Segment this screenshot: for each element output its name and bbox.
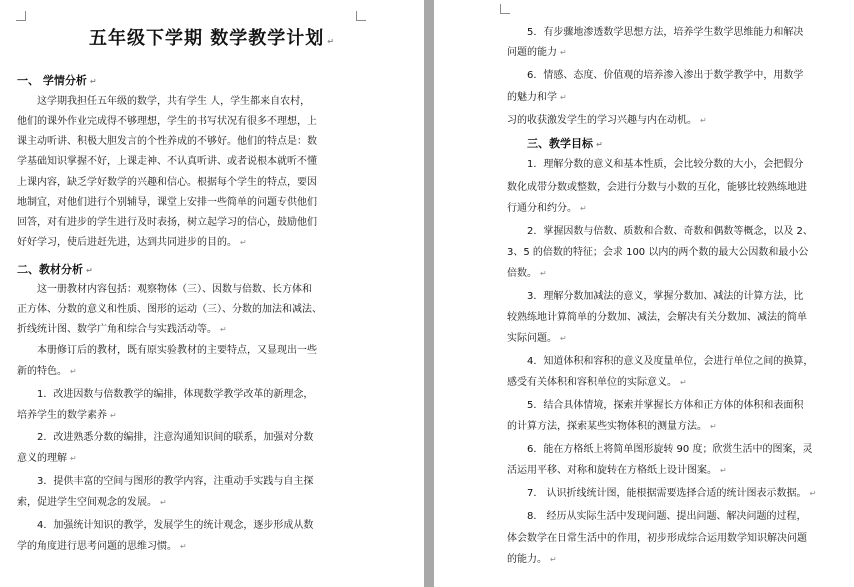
document-page-left[interactable]	[0, 0, 424, 587]
paragraph-mark-icon: ↵	[160, 498, 167, 507]
text-line: 这一册教材内容包括：观察物体（三）、因数与倍数、长方体和	[37, 284, 312, 295]
paragraph-mark-icon: ↵	[809, 489, 817, 498]
paragraph-mark-icon: ↵	[560, 48, 567, 57]
text-line: 地制宜，对他们进行个别辅导，课堂上安排一些简单的问题专供他们	[17, 197, 317, 208]
text-line: 活运用平移、对称和旋转在方格纸上设计图案。 ↵	[507, 465, 727, 476]
text-line: 的魅力和学 ↵	[507, 92, 567, 103]
paragraph-mark-icon: ↵	[110, 411, 117, 420]
paragraph-mark-icon: ↵	[596, 140, 603, 149]
text-line: 倍数。 ↵	[507, 268, 547, 279]
text-line: 8． 经历从实际生活中发现问题、提出问题、解决问题的过程，	[527, 511, 807, 522]
text-line: 6．情感、态度、价值观的培养渗入渗出于数学教学中，用数学	[527, 70, 804, 81]
text-line: 实际问题。 ↵	[507, 333, 567, 344]
text-line: 3、5 的倍数的特征；会求 100 以内的两个数的最大公因数和最小公	[507, 247, 809, 258]
text-line: 6．能在方格纸上将简单图形旋转 90 度；欣赏生活中的图案，灵	[527, 444, 813, 455]
margin-corner-mark	[356, 11, 366, 21]
text-line: 4．知道体积和容积的意义及度量单位，会进行单位之间的换算，	[527, 356, 814, 367]
text-line: 3．理解分数加减法的意义，掌握分数加、减法的计算方法，比	[527, 291, 804, 302]
text-line: 3．提供丰富的空间与图形的教学内容，注重动手实践与自主探	[37, 476, 314, 487]
paragraph-mark-icon: ↵	[70, 367, 77, 376]
paragraph-mark-icon: ↵	[89, 77, 97, 86]
text-line: 体会数学在日常生活中的作用，初步形成综合运用数学知识解决问题	[507, 533, 807, 544]
text-line: 2．掌握因数与倍数、质数和合数、奇数和偶数等概念，以及 2、	[527, 226, 813, 237]
paragraph-mark-icon: ↵	[680, 378, 687, 387]
document-page-right[interactable]	[434, 0, 854, 587]
text-line: 折线统计图、数学广角和综合与实践活动等。 ↵	[17, 324, 227, 335]
text-line: 上课内容，缺乏学好数学的兴趣和信心。根据每个学生的特点，要因	[17, 177, 317, 188]
paragraph-mark-icon: ↵	[327, 37, 335, 46]
paragraph-mark-icon: ↵	[550, 555, 557, 564]
paragraph-mark-icon: ↵	[540, 269, 547, 278]
document-title: 五年级下学期 数学教学计划 ↵	[89, 28, 335, 49]
text-line: 新的特色。 ↵	[17, 366, 77, 377]
text-line: 学的角度进行思考问题的思维习惯。 ↵	[17, 541, 187, 552]
text-line: 1．理解分数的意义和基本性质，会比较分数的大小，会把假分	[527, 159, 804, 170]
text-line: 较熟练地计算简单的分数加、减法，会解决有关分数加、减法的简单	[507, 312, 807, 323]
margin-corner-mark	[16, 11, 26, 21]
text-line: 5．结合具体情境，探索并掌握长方体和正方体的体积和表面积	[527, 400, 804, 411]
text-line: 索，促进学生空间观念的发展。 ↵	[17, 497, 167, 508]
paragraph-mark-icon: ↵	[720, 466, 727, 475]
text-line: 这学期我担任五年级的数学，共有学生 人，学生都来自农村，	[37, 96, 311, 107]
text-line: 他们的课外作业完成得不够理想，学生的书写状况有很多不理想，上	[17, 116, 317, 127]
text-line: 2．改进熟悉分数的编排，注意沟通知识间的联系，加强对分数	[37, 432, 314, 443]
section-heading-1: 一、 学情分析 ↵	[17, 74, 97, 87]
text-line: 学基础知识掌握不好，上课走神、不认真听讲、或者说根本就听不懂	[17, 156, 317, 167]
text-line: 好好学习，使后进赶先进，达到共同进步的目的。 ↵	[17, 237, 247, 248]
paragraph-mark-icon: ↵	[580, 204, 587, 213]
text-line: 课主动听讲、积极大胆发言的个性养成的不够好。他们的特点是：数	[17, 136, 317, 147]
text-line: 培养学生的数学素养 ↵	[17, 410, 117, 421]
text-line: 正方体、分数的意义和性质、图形的运动（三）、分数的加法和减法、	[17, 304, 322, 315]
text-line: 1．改进因数与倍数教学的编排，体现数学教学改革的新理念，	[37, 389, 314, 400]
text-line: 的计算方法，探索某些实物体积的测量方法。 ↵	[507, 421, 717, 432]
text-line: 问题的能力 ↵	[507, 47, 567, 58]
text-line: 7． 认识折线统计图，能根据需要选择合适的统计图表示数据。 ↵	[527, 488, 817, 499]
paragraph-mark-icon: ↵	[560, 93, 567, 102]
text-line: 的能力。 ↵	[507, 554, 557, 565]
text-line: 本册修订后的教材，既有原实验教材的主要特点，又显现出一些	[37, 345, 317, 356]
paragraph-mark-icon: ↵	[70, 454, 77, 463]
section-heading-2: 二、教材分析 ↵	[17, 263, 93, 276]
text-line: 5．有步骤地渗透数学思想方法，培养学生数学思维能力和解决	[527, 27, 804, 38]
paragraph-mark-icon: ↵	[560, 334, 567, 343]
paragraph-mark-icon: ↵	[220, 325, 227, 334]
text-line: 行通分和约分。 ↵	[507, 203, 587, 214]
text-line: 4．加强统计知识的教学，发展学生的统计观念，逐步形成从数	[37, 520, 314, 531]
text-line: 回答，对有进步的学生进行及时表扬，树立起学习的信心，鼓励他们	[17, 217, 317, 228]
paragraph-mark-icon: ↵	[710, 422, 717, 431]
section-heading-3: 三、教学目标 ↵	[527, 137, 603, 150]
paragraph-mark-icon: ↵	[240, 238, 247, 247]
text-line: 感受有关体积和容积单位的实际意义。 ↵	[507, 377, 687, 388]
paragraph-mark-icon: ↵	[700, 116, 707, 125]
margin-corner-mark	[500, 4, 510, 14]
text-line: 习的收获激发学生的学习兴趣与内在动机。 ↵	[507, 115, 707, 126]
paragraph-mark-icon: ↵	[180, 542, 187, 551]
text-line: 数化成带分数或整数，会进行分数与小数的互化，能够比较熟练地进	[507, 182, 807, 193]
text-line: 意义的理解 ↵	[17, 453, 77, 464]
paragraph-mark-icon: ↵	[86, 266, 93, 275]
